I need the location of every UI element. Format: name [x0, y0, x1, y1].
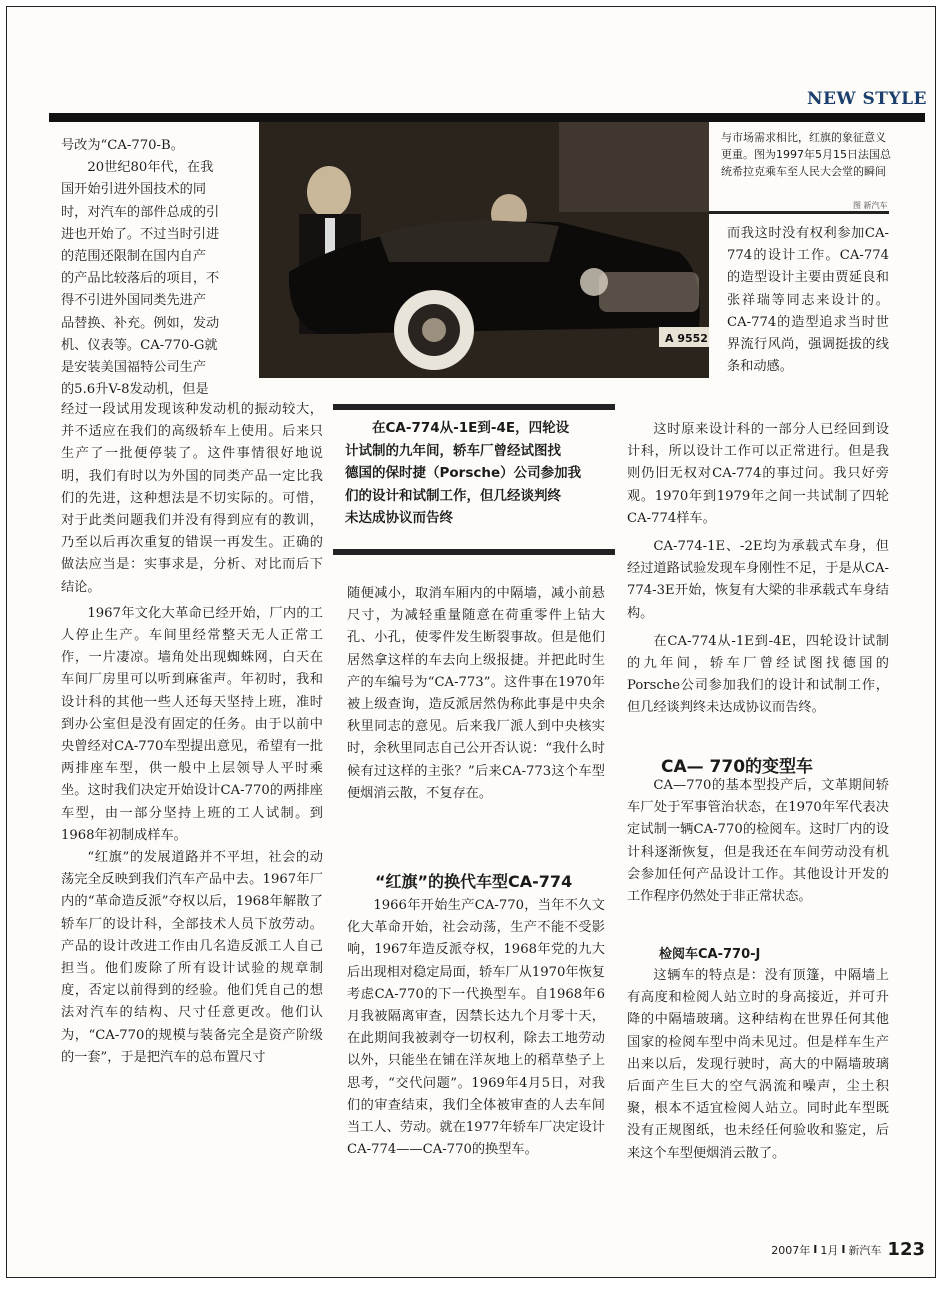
folio-month: 1月 [820, 1243, 839, 1257]
col1-line: 号改为“CA-770-B。 [61, 138, 184, 153]
col1-line: 进也开始了。不过当时引进 [61, 226, 220, 242]
car-illustration [259, 122, 709, 378]
pull-quote-line: 在CA-774从-1E到-4E，四轮设 [372, 420, 570, 436]
pull-quote-top-bar [333, 404, 615, 410]
col3-paragraph: CA-774-1E、-2E均为承载式车身，但经过道路试验发现车身刚性不足，于是从CA-774-3E开始，恢复有大梁的非承载式车身结构。 [627, 539, 889, 621]
col1-line: 国开始引进外国技术的同 [61, 182, 207, 198]
pull-quote-line: 未达成协议而告终 [345, 510, 453, 526]
col1-line: 时，对汽车的部件总成的引 [61, 204, 220, 220]
header-rule [49, 113, 925, 122]
photo-caption: 与市场需求相比，红旗的象征意义更重。图为1997年5月15日法国总统希拉克乘车至人民大会堂的瞬间 [721, 131, 891, 178]
col2-body [347, 895, 605, 1161]
pull-quote-line: 德国的保时捷（Porsche）公司参加我 [345, 465, 582, 481]
col1-paragraph: “红旗”的发展道路并不平坦，社会的动荡完全反映到我们汽车产品中去。1967年厂内的“革命造反派”夺权以后，1968年解散了轿车厂的设计科，全部技术人员下放劳动。产品的设计改进工作由几名造反派工人自己担当。他们废除了所有设计试验的规章制度，否定以前得到的经验。他们凭自己的想法对汽车的结构、尺寸任意更改。他们认为，“CA-770的规模与装备完全是资产阶级的一套”，于是把汽车的总布置尺寸 [61, 850, 323, 1065]
col1-paragraph: 经过一段试用发现该种发动机的振动较大，并不适应在我们的高级轿车上使用。后来只生产了一批便停装了。这件事情很好地说明，我们有时以为外国的同类产品一定比我们的先进，这种想法是不切实际的。可惜，对于此类问题我们并没有得到应有的教训，乃至以后再次重复的错误一再发生。正确的做法应当是：实事求是，分析、对比而后下结论。 [61, 402, 323, 595]
pull-quote-line: 计试制的九年间，轿车厂曾经试图找 [345, 442, 561, 459]
col1-line: 的5.6升V-8发动机，但是 [61, 382, 209, 398]
col1-line: 得不引进外国同类先进产 [61, 293, 207, 309]
col2-paragraph: 随便减小，取消车厢内的中隔墙，减小前悬尺寸，为减轻重量随意在荷重零件上钻大孔、小孔，使零件发生断裂事故。但是他们居然拿这样的车去向上级报捷。并把此时生产的车编号为“CA-773”。这件事在1970年被上级查询，造反派居然伪称此事是中央余秋里同志的意见。后来我厂派人到中央核实时，余秋里同志自己公开否认说：“我什么时候有过这样的主张？”后来CA-773这个车型便烟消云散，不复存在。 [347, 586, 605, 801]
folio-separator: I [813, 1243, 818, 1256]
section-heading-ca774: “红旗”的换代车型CA-774 [375, 872, 573, 891]
folio-year: 2007年 [771, 1243, 811, 1257]
hongqi-car-photo [259, 122, 709, 378]
caption-rule [709, 211, 889, 214]
col3-paragraph: CA—770的基本型投产后，文革期间轿车厂处于军事管治状态，在1970年军代表决定试制一辆CA-770的检阅车。这时厂内的设计科逐渐恢复，但是我还在车间劳动没有机会参加任何产品设计工作。其他设计开发的工作程序仍然处于非正常状态。 [627, 778, 889, 905]
col3-paragraph: 这时原来设计科的一部分人已经回到设计科，所以设计工作可以正常进行。但是我则仍旧无权对CA-774的事过问。我只好旁观。1970年到1979年之间一共试制了四轮CA-774样车。 [627, 422, 889, 526]
col1-line: 是安装美国福特公司生产 [61, 360, 207, 376]
col3-top [727, 223, 889, 378]
pull-quote-line: 们的设计和试制工作，但几经谈判终 [345, 487, 561, 504]
pull-quote [333, 399, 615, 559]
magazine-page [6, 6, 936, 1278]
col1-body [61, 399, 323, 1069]
col2-top [347, 583, 605, 805]
col1-paragraph: 1967年文化大革命已经开始，厂内的工人停止生产。车间里经常整天无人正常工作，一片凄凉。墙角处出现蜘蛛网，白天在车间厂房里可以听到麻雀声。年初时，我和设计科的其他一些人还每天坚持上班，准时到办公室但是没有固定的任务。由于以前中央曾经对CA-770车型提出意见，希望有一批两排座车型，供一般中上层领导人平时乘坐。这时我们决定开始设计CA-770的两排座车型，由一部分坚持上班的工人试制。到1968年初制成样车。 [61, 605, 323, 843]
col1-line: 的范围还限制在国内自产 [61, 249, 207, 265]
page-folio [771, 1239, 925, 1260]
col3-body [627, 419, 889, 720]
section-brand: NEW STYLE [807, 89, 927, 109]
col3-paragraph: 在CA-774从-1E到-4E，四轮设计试制的九年间，轿车厂曾经试图找德国的Porsche公司参加我们的设计和试制工作，但几经谈判终未达成协议而告终。 [627, 633, 889, 716]
col3-paragraph: 这辆车的特点是：没有顶篷，中隔墙上有高度和检阅人站立时的身高接近，并可升降的中隔墙玻璃。这种结构在世界任何其他国家的检阅车型中尚未见过。但是样车生产出来以后，发现行驶时，高大的中隔墙玻璃后面产生巨大的空气涡流和噪声，尘土积聚，根本不适宜检阅人站立。同时此车型既没有正规图纸，也未经任何验收和鉴定，后来这个车型便烟消云散了。 [627, 968, 889, 1161]
folio-magazine: 新汽车 [848, 1243, 882, 1257]
col2-paragraph: 1966年开始生产CA-770，当年不久文化大革命开始，社会动荡，生产不能不受影响，1967年造反派夺权，1968年党的九大后出现相对稳定局面，轿车厂从1970年恢复考虑CA-770的下一代换型车。自1968年6月我被隔离审查，因禁长达九个月零十天，在此期间我被剥夺一切权利，除去工地劳动以外，只能坐在铺在洋灰地上的稻草垫子上思考，“交代问题”。1969年4月5日，对我们的审查结束，我们全体被审查的人去车间当工人、劳动。就在1977年轿车厂决定设计CA-774——CA-770的换型车。 [347, 898, 605, 1158]
subheading-parade-car: 检阅车CA-770-J [659, 947, 761, 962]
col1-line: 品替换、补充。例如，发动 [61, 315, 220, 331]
col1-line: 机、仪表等。CA-770-G就 [61, 337, 218, 353]
col3-paragraph: 而我这时没有权利参加CA-774的设计工作。CA-774的造型设计主要由贾延良和张祥瑞等同志来设计的。CA-774的造型追求当时世界流行风尚，强调挺拔的线条和动感。 [727, 226, 889, 375]
pull-quote-text [345, 417, 607, 530]
folio-separator: I [841, 1243, 846, 1256]
col1-line: 20世纪80年代，在我 [87, 160, 214, 176]
photo-credit: 图 新汽车 [853, 201, 888, 210]
col3-parade [627, 965, 889, 1165]
section-heading-ca770-variants: CA— 770的变型车 [661, 757, 814, 777]
col3-variants [627, 775, 889, 908]
pull-quote-bottom-bar [333, 549, 615, 555]
license-plate-text: A 9552 [665, 332, 708, 345]
page-number: 123 [887, 1239, 925, 1260]
col1-line: 的产品比较落后的项目，不 [61, 271, 220, 287]
